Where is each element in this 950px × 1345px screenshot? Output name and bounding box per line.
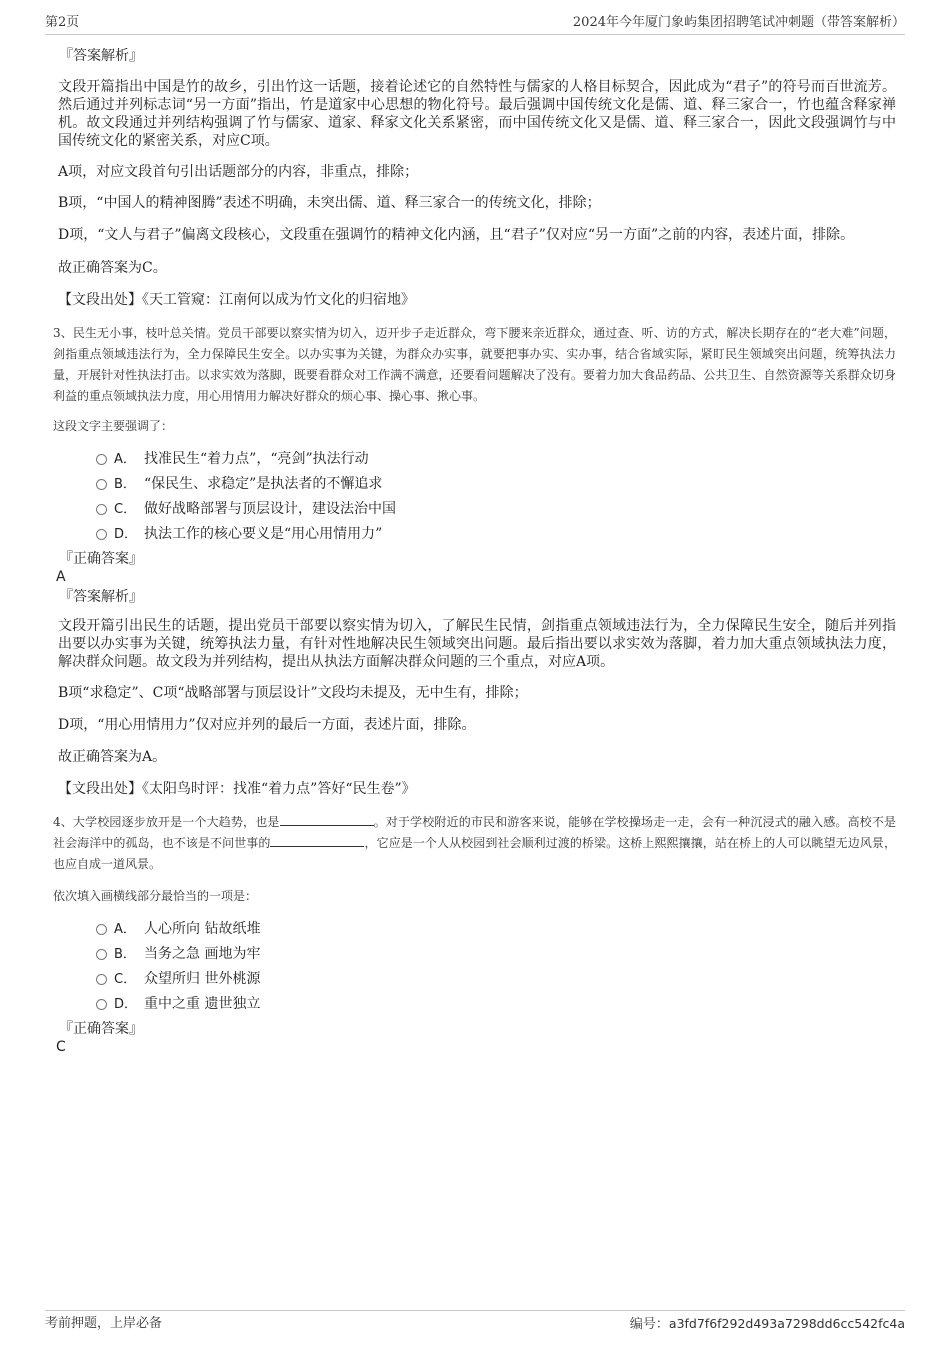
question-prompt: 依次填入画横线部分最恰当的一项是：	[53, 889, 258, 903]
analysis-paragraph: 文段开篇指出中国是竹的故乡，引出竹这一话题，接着论述它的自然特性与儒家的人格目标契合，因此成为“君子”的符号而百世流芳。然后通过并列标志词“另一方面”指出，竹是道家中心思想的物化符号。最后强调中国传统文化是儒、道、释三家合一，竹也蕴含释家禅机。故文段通过并列结构强调了竹与儒家、道家、释家文化关系紧密，而中国传统文化又是儒、道、释三家合一，因此文段强调竹与中国传统文化的紧密关系，对应C项。	[58, 79, 896, 149]
analysis-paragraph: D项，“用心用情用力”仅对应并列的最后一方面，表述片面，排除。	[58, 717, 476, 733]
option-c[interactable]: C． 众望所归 世外桃源	[56, 969, 896, 994]
option-b[interactable]: B． 当务之急 画地为牢	[56, 944, 896, 969]
radio-button[interactable]	[96, 974, 107, 985]
radio-button[interactable]	[96, 479, 107, 490]
radio-button[interactable]	[96, 504, 107, 515]
option-b[interactable]: B． “保民生、求稳定”是执法者的不懈追求	[56, 474, 896, 499]
page-number: 第2页	[45, 15, 80, 30]
question-text: 3、民生无小事，枝叶总关情。党员干部要以察实情为切入，迈开步子走近群众，弯下腰来亲近群众，通过查、听、访的方式，解决长期存在的“老大难”问题，剑指重点领域违法行为，全力保障民生安全。以办实事为关键，为群众办实事，就要把事办实、实办事，结合省域实际，紧盯民生领域突出问题，统筹执法力量，开展针对性执法打击。以求实效为落脚，既要看群众对工作满不满意，还要看问题解决了没有。要着力加大食品药品、公共卫生、自然资源等关系群众切身利益的重点领域执法力度，用心用情用力解决好群众的烦心事、操心事、揪心事。	[53, 326, 896, 403]
option-d[interactable]: D． 重中之重 遗世独立	[56, 994, 896, 1019]
option-list	[56, 919, 896, 1019]
analysis-paragraph: B项“求稳定”、C项“战略部署与顶层设计”文段均未提及，无中生有，排除；	[58, 685, 528, 701]
correct-answer-label: 『正确答案』	[59, 1021, 143, 1037]
document-id: 编号：a3fd7f6f292d493a7298dd6cc542fc4a	[629, 1316, 905, 1332]
fill-blank	[270, 834, 364, 847]
source-citation: 【文段出处】《天工管窥：江南何以成为竹文化的归宿地》	[58, 292, 415, 308]
option-list	[56, 449, 896, 549]
option-text: 当务之急 画地为牢	[144, 946, 261, 962]
option-text: 人心所向 钻故纸堆	[144, 921, 261, 937]
option-d[interactable]: D． 执法工作的核心要义是“用心用情用力”	[56, 524, 896, 549]
option-text: 执法工作的核心要义是“用心用情用力”	[144, 526, 383, 542]
correct-answer: C	[56, 1039, 66, 1055]
radio-button[interactable]	[96, 949, 107, 960]
option-text: 做好战略部署与顶层设计，建设法治中国	[144, 501, 396, 517]
radio-button[interactable]	[96, 924, 107, 935]
option-text: 众望所归 世外桃源	[144, 971, 261, 987]
radio-button[interactable]	[96, 999, 107, 1010]
radio-button[interactable]	[96, 454, 107, 465]
page-footer	[45, 1310, 905, 1335]
page-content	[53, 46, 896, 1055]
question-text: 4、大学校园逐步放开是一个大趋势，也是 。对于学校附近的市民和游客来说，能够在学校操场走一走，会有一种沉浸式的融入感。高校不是社会海洋中的孤岛，也不该是不问世事的 ，它应是一个人从校园到社会顺利过渡的桥梁。这桥上熙熙攘攘，站在桥上的人可以眺望无边风景，也应自成一道风景。	[53, 815, 896, 871]
analysis-paragraph: D项，“文人与君子”偏离文段核心，文段重在强调竹的精神文化内涵，且“君子”仅对应“另一方面”之前的内容，表述片面，排除。	[58, 227, 855, 243]
document-title: 2024年今年厦门象屿集团招聘笔试冲刺题（带答案解析）	[572, 15, 905, 30]
answer-conclusion: 故正确答案为A。	[58, 749, 167, 765]
analysis-paragraph: A项，对应文段首句引出话题部分的内容，非重点，排除；	[58, 164, 419, 180]
option-c[interactable]: C． 做好战略部署与顶层设计，建设法治中国	[56, 499, 896, 524]
analysis-paragraph: B项，“中国人的精神图腾”表述不明确，未突出儒、道、释三家合一的传统文化，排除；	[58, 195, 601, 211]
option-a[interactable]: A． 人心所向 钻故纸堆	[56, 919, 896, 944]
analysis-label: 『答案解析』	[59, 48, 143, 64]
footer-slogan: 考前押题，上岸必备	[45, 1316, 163, 1331]
option-text: 重中之重 遗世独立	[144, 996, 261, 1012]
analysis-label: 『答案解析』	[59, 589, 143, 605]
question-prompt: 这段文字主要强调了：	[53, 419, 174, 433]
answer-conclusion: 故正确答案为C。	[58, 260, 167, 276]
correct-answer-label: 『正确答案』	[59, 551, 143, 567]
source-citation: 【文段出处】《太阳鸟时评：找准“着力点”答好“民生卷”》	[58, 781, 416, 797]
analysis-paragraph: 文段开篇引出民生的话题，提出党员干部要以察实情为切入，了解民生民情，剑指重点领域违法行为，全力保障民生安全，随后并列指出要以办实事为关键，统筹执法力量，有针对性地解决民生领域突出问题。最后指出要以求实效为落脚，着力加大重点领域执法力度，解决群众问题。故文段为并列结构，提出从执法方面解决群众问题的三个重点，对应A项。	[58, 618, 896, 670]
option-a[interactable]: A． 找准民生“着力点”，“亮剑”执法行动	[56, 449, 896, 474]
fill-blank	[280, 813, 374, 826]
option-text: “保民生、求稳定”是执法者的不懈追求	[144, 476, 383, 492]
radio-button[interactable]	[96, 529, 107, 540]
correct-answer: A	[56, 569, 66, 585]
page-header	[45, 14, 905, 35]
option-text: 找准民生“着力点”，“亮剑”执法行动	[144, 451, 369, 467]
